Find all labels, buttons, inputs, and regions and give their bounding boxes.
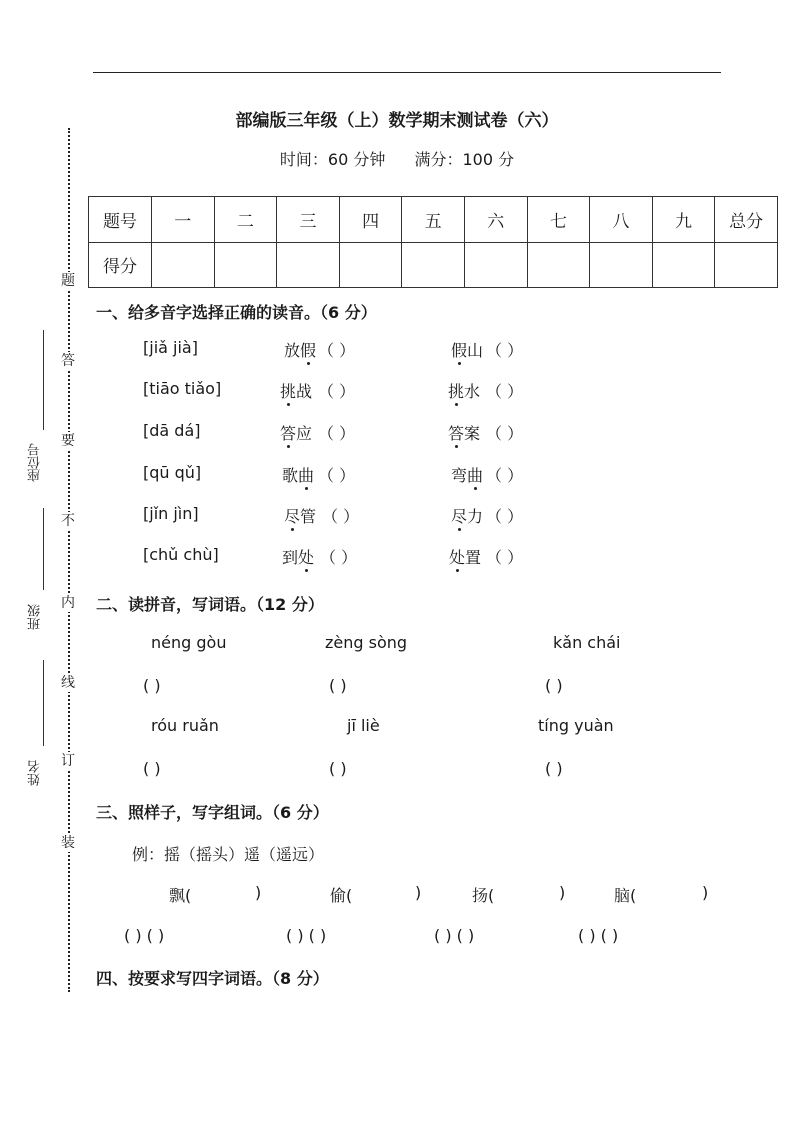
- answer-blank[interactable]: ( ): [329, 676, 347, 695]
- answer-blank[interactable]: （ ）: [318, 341, 356, 360]
- score-table-cell: 六: [464, 197, 527, 243]
- example-text: 例：摇（摇头）遥（遥远）: [132, 845, 325, 864]
- score-table-cell: 题号: [89, 197, 152, 243]
- score-input-cell[interactable]: [652, 242, 715, 288]
- char-prompt: 偷(: [330, 886, 353, 905]
- score-input-cell[interactable]: [402, 242, 465, 288]
- section-3-title: 三、照样子，写字组词。（6 分）: [96, 803, 329, 822]
- binding-char: 不: [58, 512, 78, 530]
- score-input-cell[interactable]: [590, 242, 653, 288]
- exam-info: [0, 147, 794, 170]
- answer-blank-group[interactable]: ( ) ( ): [578, 926, 619, 945]
- pinyin-options: [jǐn jìn]: [143, 504, 199, 523]
- pinyin-options: [chǔ chù]: [143, 545, 219, 564]
- polyphone-word: 答案: [448, 424, 481, 443]
- score-table-cell: 五: [402, 197, 465, 243]
- name-line[interactable]: [43, 660, 44, 746]
- polyphone-word: 弯曲: [451, 466, 484, 485]
- binding-char: 线: [58, 674, 78, 692]
- answer-blank[interactable]: ( ): [545, 676, 563, 695]
- pinyin-options: [dā dá]: [143, 421, 201, 440]
- char-prompt-close: ): [255, 883, 262, 902]
- polyphone-word: 挑战: [280, 382, 313, 401]
- char-prompt: 扬(: [472, 886, 495, 905]
- page-title: 部编版三年级（上）数学期末测试卷（六）: [235, 111, 559, 131]
- answer-blank[interactable]: ( ): [143, 759, 161, 778]
- answer-blank[interactable]: （ ）: [486, 382, 524, 401]
- score-table-cell: 七: [527, 197, 590, 243]
- pinyin-prompt: kǎn chái: [553, 633, 621, 652]
- section-1-title: 一、给多音字选择正确的读音。（6 分）: [96, 303, 377, 322]
- pinyin-prompt: zèng sòng: [325, 633, 408, 652]
- answer-blank[interactable]: （ ）: [320, 548, 358, 567]
- pinyin-prompt: tíng yuàn: [538, 716, 614, 735]
- score-input-cell[interactable]: [277, 242, 340, 288]
- answer-blank[interactable]: ( ): [545, 759, 563, 778]
- pinyin-prompt: róu ruǎn: [151, 716, 219, 735]
- score-table-cell: 九: [652, 197, 715, 243]
- pinyin-options: [jiǎ jià]: [143, 338, 198, 357]
- answer-blank[interactable]: （ ）: [486, 548, 524, 567]
- binding-dotted-line: [68, 128, 70, 992]
- answer-blank[interactable]: （ ）: [486, 466, 524, 485]
- binding-char: 答: [58, 352, 78, 370]
- polyphone-word: 放假: [284, 341, 317, 360]
- answer-blank-group[interactable]: ( ) ( ): [286, 926, 327, 945]
- class-label: 班级: [28, 604, 43, 630]
- answer-blank[interactable]: （ ）: [486, 341, 524, 360]
- score-table-score-row: [89, 242, 778, 288]
- char-prompt-close: ): [415, 883, 422, 902]
- char-prompt: 飘(: [169, 886, 192, 905]
- pinyin-prompt: néng gòu: [151, 633, 227, 652]
- char-prompt: 脑(: [614, 886, 637, 905]
- answer-blank[interactable]: （ ）: [318, 466, 356, 485]
- section-4-title: 四、按要求写四字词语。（8 分）: [96, 969, 329, 988]
- section-2-title: 二、读拼音，写词语。（12 分）: [96, 595, 324, 614]
- polyphone-word: 处置: [449, 548, 482, 567]
- polyphone-word: 到处: [282, 548, 315, 567]
- score-table-header-row: [89, 197, 778, 243]
- polyphone-word: 尽管: [284, 507, 317, 526]
- pinyin-options: [tiāo tiǎo]: [143, 379, 222, 398]
- answer-blank[interactable]: （ ）: [486, 424, 524, 443]
- binding-char: 内: [58, 594, 78, 612]
- score-input-cell[interactable]: [152, 242, 215, 288]
- score-table: [88, 196, 778, 288]
- pinyin-prompt: jī liè: [347, 716, 380, 735]
- time-info: 时间：60 分钟: [279, 150, 386, 169]
- answer-blank[interactable]: （ ）: [322, 507, 360, 526]
- answer-blank-group[interactable]: ( ) ( ): [124, 926, 165, 945]
- binding-char: 要: [58, 432, 78, 450]
- score-table-cell: 一: [152, 197, 215, 243]
- score-input-cell[interactable]: [715, 242, 778, 288]
- score-input-cell[interactable]: [527, 242, 590, 288]
- top-rule: [93, 72, 721, 73]
- score-table-cell: 二: [214, 197, 277, 243]
- score-input-cell[interactable]: [339, 242, 402, 288]
- polyphone-word: 尽力: [451, 507, 484, 526]
- char-prompt-close: ): [702, 883, 709, 902]
- polyphone-word: 歌曲: [282, 466, 315, 485]
- score-input-cell[interactable]: [214, 242, 277, 288]
- score-row-label: 得分: [89, 242, 152, 288]
- polyphone-word: 假山: [451, 341, 484, 360]
- answer-blank[interactable]: （ ）: [318, 382, 356, 401]
- answer-blank-group[interactable]: ( ) ( ): [434, 926, 475, 945]
- answer-blank[interactable]: ( ): [143, 676, 161, 695]
- answer-blank[interactable]: （ ）: [318, 424, 356, 443]
- answer-blank[interactable]: （ ）: [486, 507, 524, 526]
- class-line[interactable]: [43, 508, 44, 590]
- binding-char: 题: [58, 272, 78, 290]
- seat-number-line[interactable]: [43, 330, 44, 430]
- score-table-cell: 三: [277, 197, 340, 243]
- score-info: 满分：100 分: [414, 150, 515, 169]
- polyphone-word: 答应: [280, 424, 313, 443]
- seat-number-label: 座位号: [28, 443, 43, 482]
- score-table-cell: 四: [339, 197, 402, 243]
- score-table-cell: 八: [590, 197, 653, 243]
- answer-blank[interactable]: ( ): [329, 759, 347, 778]
- name-label: 姓名: [28, 760, 43, 786]
- binding-char: 订: [58, 752, 78, 770]
- binding-char: 装: [58, 834, 78, 852]
- polyphone-word: 挑水: [448, 382, 481, 401]
- score-table-cell: 总分: [715, 197, 778, 243]
- char-prompt-close: ): [559, 883, 566, 902]
- score-input-cell[interactable]: [464, 242, 527, 288]
- pinyin-options: [qū qǔ]: [143, 463, 202, 482]
